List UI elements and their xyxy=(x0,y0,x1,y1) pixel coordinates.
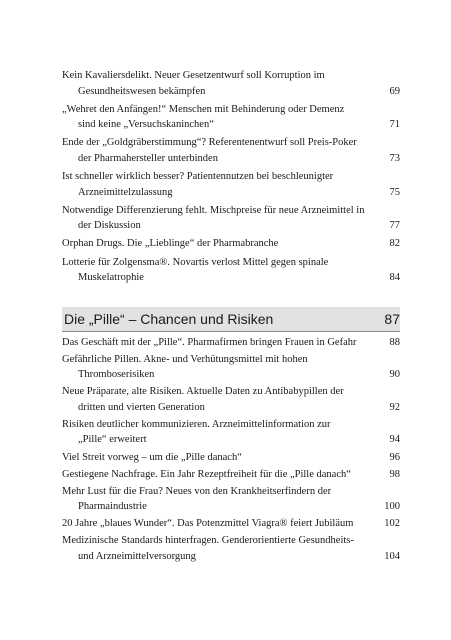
toc-entry xyxy=(62,533,400,564)
toc-entry-page-number: 73 xyxy=(389,152,400,164)
toc-entry-title: Viel Streit vorweg – um die „Pille danach“ xyxy=(62,451,242,463)
toc-entry-title-continued: Muskelatrophie xyxy=(78,272,144,284)
toc-entry-page-number: 102 xyxy=(384,518,400,530)
toc-entry-title: Ende der „Goldgräberstimmung“? Referentenentwurf soll Preis-Poker xyxy=(62,137,357,149)
toc-entry-title: Ist schneller wirklich besser? Patientennutzen bei beschleunigter xyxy=(62,171,334,183)
toc-entry xyxy=(62,467,400,483)
toc-entry-title: Risiken deutlicher kommunizieren. Arzneimittelinformation zur xyxy=(62,418,331,430)
toc-entry-title: Medizinische Standards hinterfragen. Genderorientierte Gesundheits- xyxy=(62,535,354,547)
toc-entry xyxy=(62,68,400,99)
section-heading xyxy=(62,307,400,332)
toc-entry-page-number: 75 xyxy=(389,186,400,198)
toc-entry-page-number: 69 xyxy=(389,85,400,97)
toc-entry-page-number: 98 xyxy=(389,468,400,480)
toc-entry-page-number: 100 xyxy=(384,501,400,513)
toc-entry-page-number: 71 xyxy=(389,119,400,131)
toc-entry-title-continued: dritten und vierten Generation xyxy=(78,401,205,413)
toc-entry xyxy=(62,169,400,200)
toc-entry-page-number: 84 xyxy=(389,272,400,284)
toc-entry-title: Das Geschäft mit der „Pille“. Pharmafirmen bringen Frauen in Gefahr xyxy=(62,336,357,348)
toc-entry-title: Notwendige Differenzierung fehlt. Mischpreise für neue Arzneimittel in xyxy=(62,204,365,216)
toc-entry-page-number: 96 xyxy=(389,451,400,463)
toc-entry-title: Neue Präparate, alte Risiken. Aktuelle Daten zu Antibabypillen der xyxy=(62,386,344,398)
toc-entries-before xyxy=(62,68,400,286)
table-of-contents xyxy=(62,68,400,566)
toc-entry-title-continued: Thromboserisiken xyxy=(78,369,155,381)
toc-entry-title-continued: Gesundheitswesen bekämpfen xyxy=(78,85,206,97)
toc-entry xyxy=(62,135,400,166)
toc-entry-title: Lotterie für Zolgensma®. Novartis verlost Mittel gegen spinale xyxy=(62,256,329,268)
toc-entry-page-number: 82 xyxy=(389,238,400,250)
toc-entry-title-continued: und Arzneimittelversorgung xyxy=(78,550,196,562)
toc-entry-page-number: 94 xyxy=(389,434,400,446)
toc-entry-title: Orphan Drugs. Die „Lieblinge“ der Pharmabranche xyxy=(62,238,279,250)
section-page-number: 87 xyxy=(384,310,400,327)
toc-entry xyxy=(62,516,400,532)
toc-entry-title-continued: der Pharmahersteller unterbinden xyxy=(78,152,218,164)
toc-entry-title-continued: „Pille“ erweitert xyxy=(78,434,147,446)
toc-entry-title-continued: Arzneimittelzulassung xyxy=(78,186,173,198)
toc-entry xyxy=(62,102,400,133)
toc-entry-title-continued: der Diskussion xyxy=(78,220,141,232)
toc-entry xyxy=(62,484,400,515)
toc-entry-page-number: 90 xyxy=(389,369,400,381)
toc-entry-page-number: 104 xyxy=(384,550,400,562)
toc-entry-title-continued: Pharmaindustrie xyxy=(78,501,147,513)
toc-entry-title: Gefährliche Pillen. Akne- und Verhütungsmittel mit hohen xyxy=(62,353,308,365)
toc-entry xyxy=(62,203,400,234)
toc-entry-title-continued: sind keine „Versuchskaninchen“ xyxy=(78,119,214,131)
toc-entry xyxy=(62,352,400,383)
toc-entries-after xyxy=(62,335,400,565)
toc-entry-page-number: 92 xyxy=(389,401,400,413)
toc-entry-title: 20 Jahre „blaues Wunder“. Das Potenzmittel Viagra® feiert Jubiläum xyxy=(62,518,354,530)
toc-entry-page-number: 88 xyxy=(389,336,400,348)
toc-entry-title: Kein Kavaliersdelikt. Neuer Gesetzentwurf soll Korruption im xyxy=(62,70,325,81)
toc-entry xyxy=(62,417,400,448)
toc-entry xyxy=(62,450,400,466)
toc-entry-title: Gestiegene Nachfrage. Ein Jahr Rezeptfreiheit für die „Pille danach“ xyxy=(62,468,351,480)
toc-entry xyxy=(62,255,400,286)
toc-entry-page-number: 77 xyxy=(389,220,400,232)
toc-entry xyxy=(62,384,400,415)
section-title: Die „Pille“ – Chancen und Risiken xyxy=(64,310,274,327)
toc-entry xyxy=(62,335,400,351)
toc-entry-title: Mehr Lust für die Frau? Neues von den Krankheitserfindern der xyxy=(62,485,332,497)
toc-entry-title: „Wehret den Anfängen!“ Menschen mit Behinderung oder Demenz xyxy=(62,103,345,115)
toc-entry xyxy=(62,236,400,252)
